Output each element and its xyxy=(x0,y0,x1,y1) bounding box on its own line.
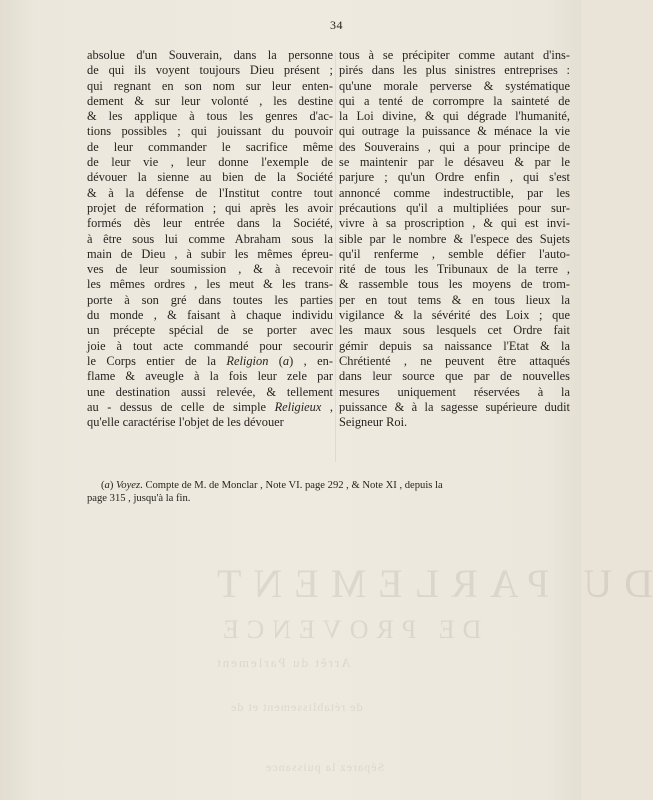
text-line: puissance & à la sagesse supérieure dudit xyxy=(339,399,570,414)
text-line: qui regnant en son nom sur leur enten- xyxy=(87,78,333,93)
text-line: un précepte spécial de se porter avec xyxy=(87,323,333,338)
column-gutter xyxy=(335,52,336,462)
text-line: projet de réformation ; qui après les avoir xyxy=(87,200,333,215)
text-line: précautions qu'il a multipliées pour sur- xyxy=(339,200,570,215)
page-number: 34 xyxy=(330,18,343,32)
text-line: qu'il renferme , semble défier l'auto- xyxy=(339,246,570,261)
text-line: la Loi divine, & qui dégrade l'humanité, xyxy=(339,109,570,124)
text-line: des Souverains , qui a pour principe de xyxy=(339,139,570,154)
text-line: du monde , & faisant à chaque individu xyxy=(87,308,333,323)
text-line: Chrétienté , ne peuvent être attaqués xyxy=(339,353,570,368)
text-line: gémir depuis sa naissance l'Etat & la xyxy=(339,338,570,353)
text-line: & à la défense de l'Institut contre tout xyxy=(87,185,333,200)
footnote-line: (a) Voyez. Compte de M. de Monclar , Note VI. page 292 , & Note XI , depuis la xyxy=(101,480,443,491)
text-line: pirés dans les plus sinistres entreprises : xyxy=(339,63,570,78)
text-line: vigilance & la sévérité des Loix ; que xyxy=(339,308,570,323)
text-line: sible par le nombre & l'espece des Sujets xyxy=(339,231,570,246)
text-line: parjure ; qu'un Ordre enfin , qui s'est xyxy=(339,170,570,185)
text-line: une destination aussi relevée, & tellement xyxy=(87,384,333,399)
text-line: joie à tout acte commandé pour secourir xyxy=(87,338,333,353)
text-line: qu'elle caractérise l'objet de les dévouer xyxy=(87,415,284,430)
text-line: de leur commander le sacrifice même xyxy=(87,139,333,154)
text-line: tous à se précipiter comme autant d'ins- xyxy=(339,48,570,62)
text-line: dévouer la sienne au bien de la Société xyxy=(87,170,333,185)
text-line: flame & aveugle à la fois leur zele par xyxy=(87,369,333,384)
text-line: qu'une morale perverse & systématique xyxy=(339,78,570,93)
text-line: au - dessus de celle de simple Religieux , xyxy=(87,399,333,414)
bleed-through-text: DE PROVENCE xyxy=(215,615,482,644)
text-line: per en tout tems & en tous lieux la xyxy=(339,292,570,307)
text-line: de qui ils voyent toujours Dieu présent ; xyxy=(87,63,333,78)
footnote-line: page 315 , jusqu'à la fin. xyxy=(87,493,191,504)
text-line: de leur vie , leur donne l'exemple de xyxy=(87,155,333,170)
right-column xyxy=(339,48,570,430)
text-line: ves de leur soumission , & à recevoir xyxy=(87,262,333,277)
text-line: le Corps entier de la Religion (a) , en- xyxy=(87,353,333,368)
left-column xyxy=(87,48,333,430)
text-line: qui a tenté de corrompre la sainteté de xyxy=(339,93,570,108)
text-line: dans leur source que par de nouvelles xyxy=(339,369,570,384)
bleed-through-text: DU PARLEMENT xyxy=(205,561,653,606)
text-line: mesures uniquement réservées à la xyxy=(339,384,570,399)
text-line: absolue d'un Souverain, dans la personne xyxy=(87,48,333,62)
text-line: main de Dieu , à subir les mêmes épreu- xyxy=(87,246,333,261)
text-line: à être sous lui comme Abraham sous la xyxy=(87,231,333,246)
text-line: & rassemble tous les moyens de trom- xyxy=(339,277,570,292)
footnote xyxy=(87,479,567,505)
text-line: vivre à sa proscription , & qui est invi- xyxy=(339,216,570,231)
text-line: Seigneur Roi. xyxy=(339,415,408,430)
text-line: tions possibles ; qui jouissant du pouvoir xyxy=(87,124,333,139)
text-line: les maux sous lesquels cet Ordre fait xyxy=(339,323,570,338)
text-line: formés dès leur entrée dans la Société, xyxy=(87,216,333,231)
text-line: & les applique à tous les genres d'ac- xyxy=(87,109,333,124)
text-line: les mêmes ordres , les meut & les trans- xyxy=(87,277,333,292)
text-line: qui outrage la puissance & ménace la vie xyxy=(339,124,570,139)
text-line: porte à son gré dans toutes les parties xyxy=(87,292,333,307)
text-line: annoncé comme indestructible, par les xyxy=(339,185,570,200)
bleed-through-text: Arrêt du Parlement xyxy=(215,655,351,670)
bleed-through-text: de rétablissement et de xyxy=(230,700,363,714)
text-line: rité de tous les Tribunaux de la terre , xyxy=(339,262,570,277)
text-line: dement & sur leur volonté , les destine xyxy=(87,93,333,108)
bleed-through-text: Séparez la puissance xyxy=(265,760,385,774)
text-line: se maintenir par le désaveu & par le xyxy=(339,155,570,170)
